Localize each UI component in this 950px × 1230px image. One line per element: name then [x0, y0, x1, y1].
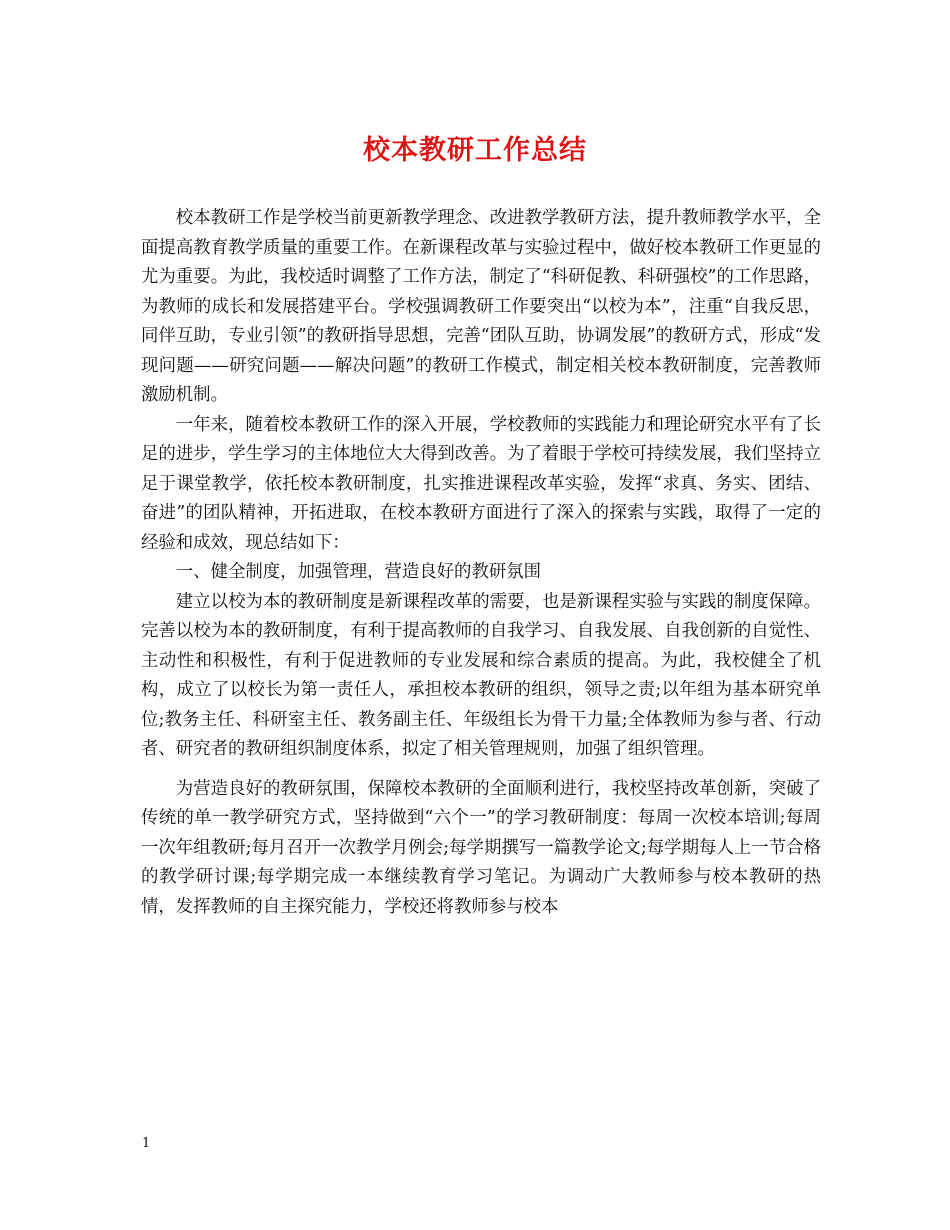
paragraph-intro: 校本教研工作是学校当前更新教学理念、改进教学教研方法，提升教师教学水平，全面提高教育教学质量的重要工作。在新课程改革与实验过程中，做好校本教研工作更显的尤为重要。为此，我校适时调整了工作方法，制定了“科研促教、科研强校”的工作思路，为教师的成长和发展搭建平台。学校强调教研工作要突出“以校为本”，注重“自我反思，同伴互助，专业引领”的教研指导思想，完善“团队互助，协调发展”的教研方式，形成“发现问题——研究问题——解决问题”的教研工作模式，制定相关校本教研制度，完善教师激励机制。	[141, 208, 821, 405]
section-heading-1: 一、健全制度，加强管理，营造良好的教研氛围	[175, 562, 542, 582]
page-number: 1	[142, 1136, 151, 1151]
paragraph-section-1: 建立以校为本的教研制度是新课程改革的需要，也是新课程实验与实践的制度保障。完善以校为本的教研制度，有利于提高教师的自我学习、自我发展、自我创新的自觉性、主动性和积极性，有利于促进教师的专业发展和综合素质的提高。为此，我校健全了机构，成立了以校长为第一责任人，承担校本教研的组织，领导之责;以年组为基本研究单位;教务主任、科研室主任、教务副主任、年级组长为骨干力量;全体教师为参与者、行动者、研究者的教研组织制度体系，拟定了相关管理规则，加强了组织管理。	[141, 591, 821, 759]
document-title: 校本教研工作总结	[363, 135, 587, 166]
document-body	[141, 204, 821, 922]
paragraph-section-1-continued: 为营造良好的教研氛围，保障校本教研的全面顺利进行，我校坚持改革创新，突破了传统的单一教学研究方式，坚持做到“六个一”的学习教研制度：每周一次校本培训;每周一次年组教研;每月召开一次教学月例会;每学期撰写一篇教学论文;每学期每人上一节合格的教学研讨课;每学期完成一本继续教育学习笔记。为调动广大教师参与校本教研的热情，发挥教师的自主探究能力，学校还将教师参与校本	[141, 778, 821, 917]
paragraph-summary: 一年来，随着校本教研工作的深入开展，学校教师的实践能力和理论研究水平有了长足的进步，学生学习的主体地位大大得到改善。为了着眼于学校可持续发展，我们坚持立足于课堂教学，依托校本教研制度，扎实推进课程改革实验，发挥“求真、务实、团结、奋进”的团队精神，开拓进取，在校本教研方面进行了深入的探索与实践，取得了一定的经验和成效，现总结如下：	[141, 414, 821, 553]
